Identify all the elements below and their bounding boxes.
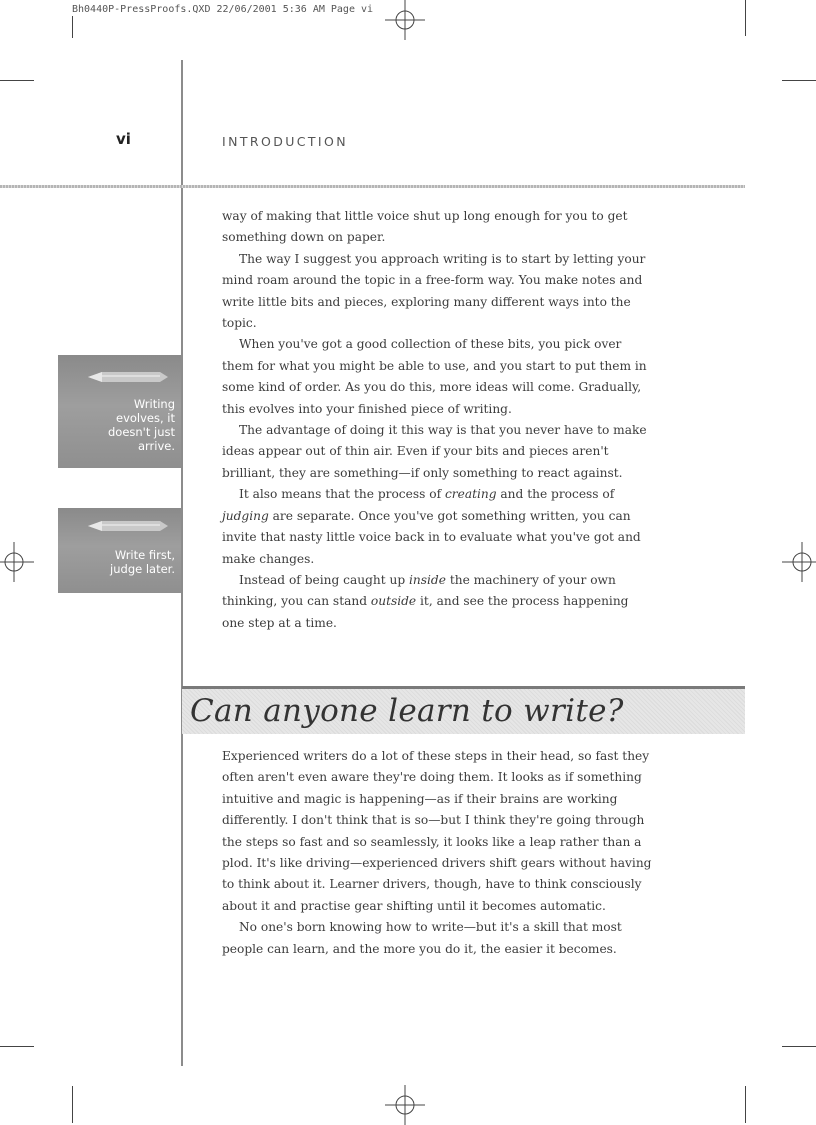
crop-mark: [745, 0, 746, 36]
crop-mark: [0, 1046, 34, 1047]
registration-mark-icon: [385, 0, 425, 40]
crop-mark: [72, 1086, 73, 1123]
registration-mark-icon: [0, 542, 40, 582]
section-heading-band: [182, 686, 745, 734]
paragraph: Instead of being caught up inside the machinery of your own thinking, you can stand outside it, and see the process happening one step at a time.: [222, 572, 629, 630]
paragraph: way of making that little voice shut up long enough for you to get something down on paper.: [222, 209, 628, 245]
crop-mark: [782, 80, 816, 81]
margin-note: [58, 355, 181, 468]
registration-mark-icon: [776, 542, 816, 582]
paragraph: It also means that the process of creating and the process of judging are separate. Once you've got something written, you can invite that nasty little voice back in to evaluate what you've got and make changes.: [222, 487, 641, 566]
paragraph: Experienced writers do a lot of these steps in their head, so fast they often aren't even aware they're doing them. It looks as if something intuitive and magic is happening—as if their brains are working differently. I don't think that is so—but I think they're going through the steps so fast and so seamlessly, it looks like a leap rather than a plod. It's like driving—experienced drivers shift gears without having to think about it. Learner drivers, though, have to think consciously about it and practise gear shifting until it becomes automatic.: [222, 749, 652, 913]
body-text: [222, 746, 652, 960]
header-rule: [0, 185, 745, 188]
body-text: [222, 206, 652, 634]
margin-note-text: Writing evolves, it doesn't just arrive.: [107, 397, 175, 453]
registration-mark-icon: [385, 1085, 425, 1125]
section-heading: Can anyone learn to write?: [190, 693, 624, 729]
crop-mark: [782, 1046, 816, 1047]
paragraph: When you've got a good collection of these bits, you pick over them for what you might be able to use, and you start to put them in some kind of order. As you do this, more ideas will come. Gradually, this evolves into your finished piece of writing.: [222, 337, 647, 416]
crop-mark: [72, 16, 73, 38]
crop-mark: [745, 1086, 746, 1123]
paragraph: No one's born knowing how to write—but it's a skill that most people can learn, and the more you do it, the easier it becomes.: [222, 920, 622, 956]
running-head: INTRODUCTION: [222, 134, 349, 149]
print-slug: Bh0440P-PressProofs.QXD 22/06/2001 5:36 AM Page vi: [72, 4, 374, 15]
gutter-rule: [181, 60, 183, 1066]
pencil-icon: [88, 518, 168, 532]
paragraph: The advantage of doing it this way is that you never have to make ideas appear out of thin air. Even if your bits and pieces aren't brilliant, they are something—if only something to react against.: [222, 423, 647, 480]
margin-note: [58, 508, 181, 593]
page-number: vi: [116, 130, 131, 148]
crop-mark: [0, 80, 34, 81]
paragraph: The way I suggest you approach writing is to start by letting your mind roam around the topic in a free-form way. You make notes and write little bits and pieces, exploring many different ways into the topic.: [222, 251, 646, 331]
margin-note-text: Write first, judge later.: [110, 548, 175, 576]
pencil-icon: [88, 369, 168, 383]
